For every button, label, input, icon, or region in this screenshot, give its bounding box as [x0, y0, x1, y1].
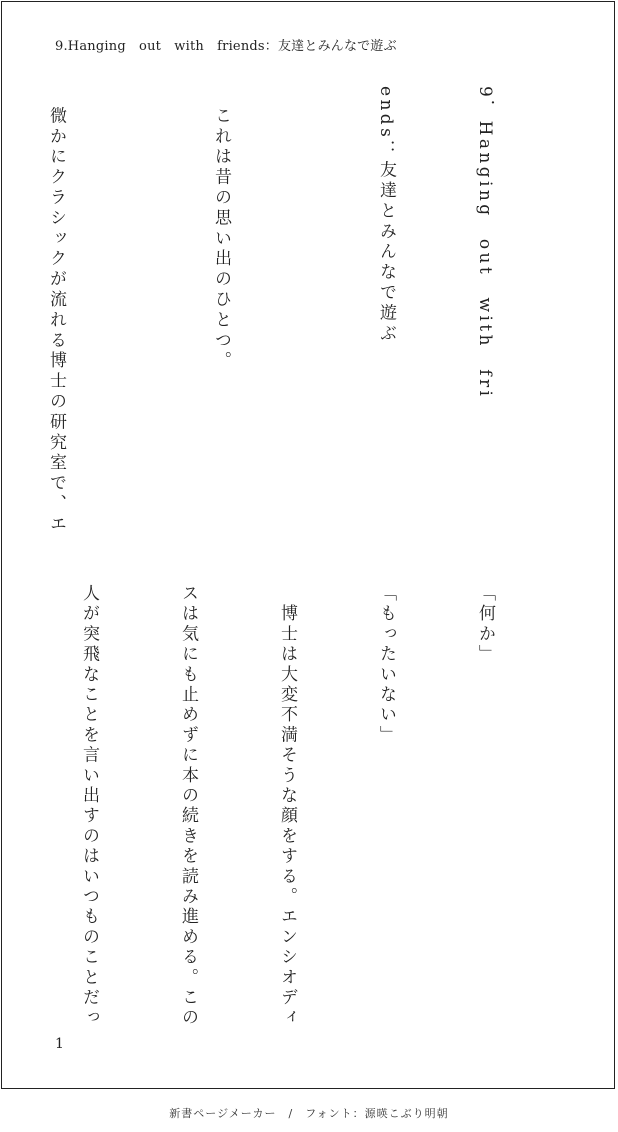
text-line: これは昔の思い出のひとつ。	[211, 86, 231, 372]
text-line: 博士は大変不満そうな顔をする。エンシオディ	[277, 584, 297, 1029]
text-line: 「もったいない」	[376, 584, 396, 746]
text-line: 人が突飛なことを言い出すのはいつものことだっ	[79, 584, 99, 1029]
text-line: 「何か」	[475, 584, 495, 665]
text-line: ends：友達とみんなで遊ぶ	[376, 86, 396, 345]
running-header: 9.Hanging out with friends：友達とみんなで遊ぶ	[55, 39, 397, 54]
text-block-bottom	[0, 584, 567, 1029]
page-number: 1	[55, 1036, 64, 1052]
text-line: スは気にも止めずに本の続きを読み進める。この	[178, 584, 198, 1029]
text-line: 9．Hanging out with fri	[475, 86, 495, 400]
text-line	[0, 584, 6, 1006]
text-line: 微かにクラシックが流れる博士の研究室で、エ	[46, 86, 66, 535]
text-block-top	[0, 86, 567, 556]
footer-credit: 新書ページメーカー / フォント：源暎こぶり明朝	[169, 1107, 449, 1120]
